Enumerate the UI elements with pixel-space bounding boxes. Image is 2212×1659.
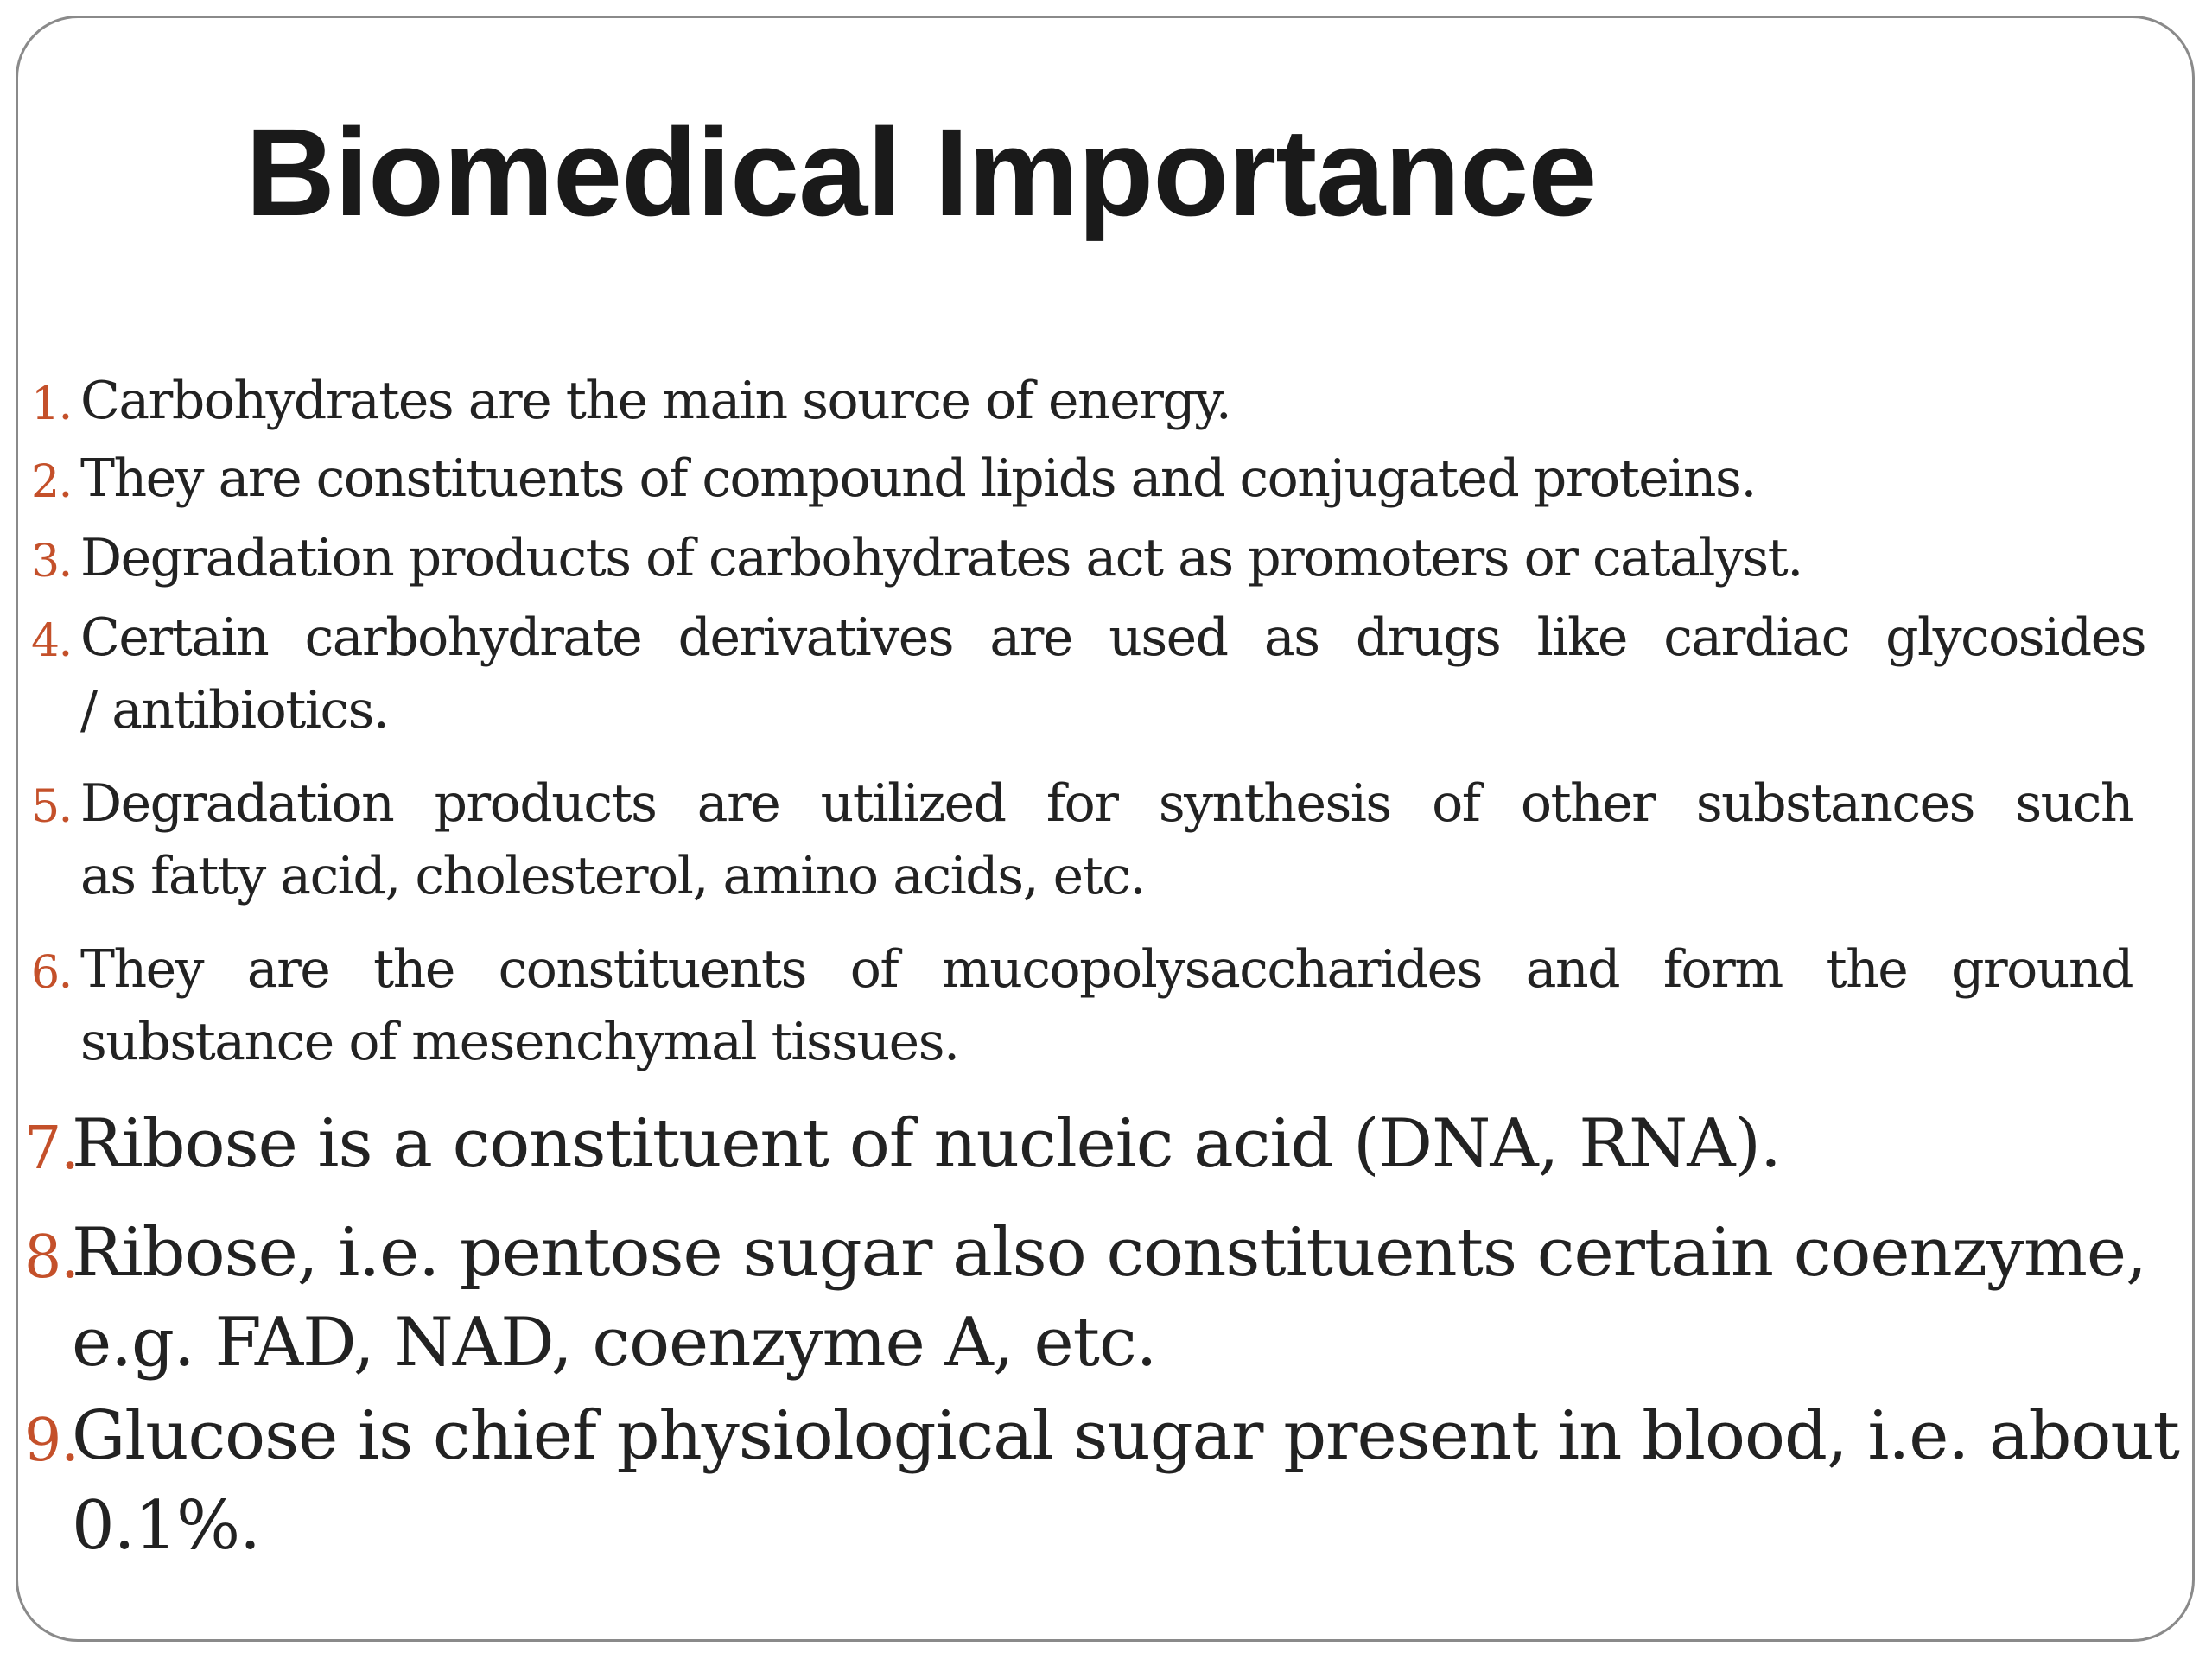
list-item-text-continued: as fatty acid, cholesterol, amino acids, etc. [80,846,1145,906]
list-item-9 [24,1391,2179,1571]
list-item-text-continued: substance of mesenchymal tissues. [80,1012,959,1072]
list-item-text: They are the constituents of mucopolysaccharides and form the ground [80,939,2133,1000]
list-item-text: Ribose is a constituent of nucleic acid (DNA, RNA). [72,1105,1781,1183]
list-number: 6. [31,947,72,999]
list-item-8 [24,1208,2146,1388]
list-item-7 [24,1099,1781,1189]
list-number: 1. [31,378,72,430]
list-item-1 [31,365,1231,437]
list-item-text-continued: 0.1%. [72,1487,260,1565]
list-item-5 [31,767,2133,912]
slide-title: Biomedical Importance [245,103,1597,242]
list-item-text: Ribose, i.e. pentose sugar also constituents certain coenzyme, [72,1214,2146,1292]
list-item-text: Degradation products of carbohydrates act as promoters or catalyst. [80,528,1802,588]
list-item-text: They are constituents of compound lipids and conjugated proteins. [80,448,1756,509]
list-number: 2. [31,456,72,508]
list-item-6 [31,933,2133,1078]
list-number: 8. [24,1224,79,1292]
list-number: 3. [31,536,72,588]
list-item-3 [31,522,1802,594]
list-number: 9. [24,1407,79,1475]
list-number: 4. [31,615,72,667]
list-item-2 [31,442,1756,515]
list-item-4 [31,601,2145,747]
list-number: 7. [24,1115,79,1183]
list-item-text-continued: / antibiotics. [80,680,389,741]
list-item-text: Glucose is chief physiological sugar present in blood, i.e. about [72,1397,2179,1475]
list-item-text-continued: e.g. FAD, NAD, coenzyme A, etc. [72,1304,1157,1382]
list-item-text: Certain carbohydrate derivatives are used as drugs like cardiac glycosides [80,607,2145,668]
list-item-text: Degradation products are utilized for synthesis of other substances such [80,773,2133,834]
list-item-text: Carbohydrates are the main source of energy. [80,371,1231,431]
list-number: 5. [31,781,72,833]
